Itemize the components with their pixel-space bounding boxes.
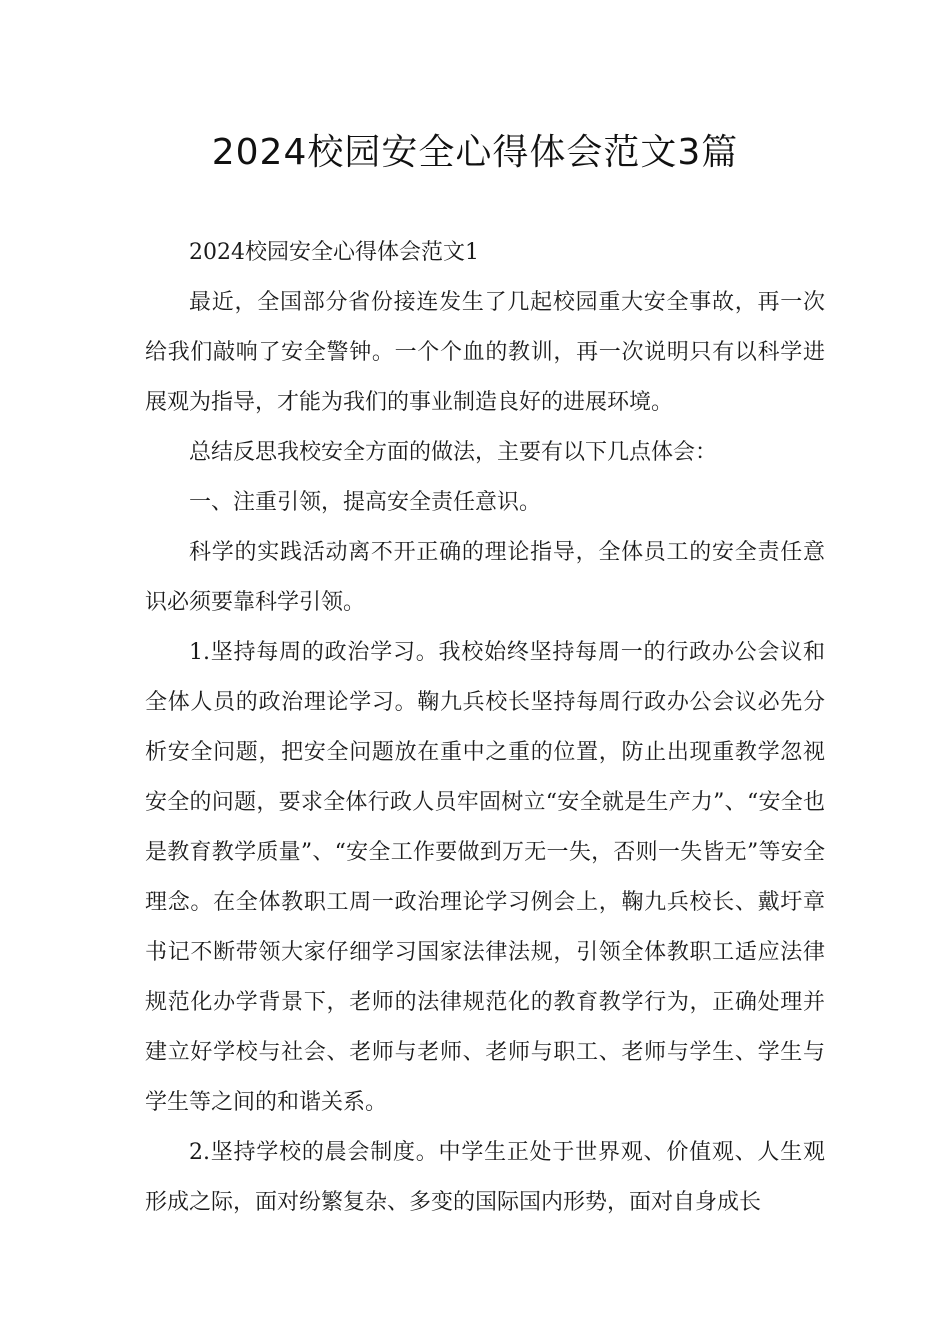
paragraph: 总结反思我校安全方面的做法，主要有以下几点体会：	[189, 440, 718, 465]
paragraph: 2.坚持学校的晨会制度。中学生正处于世界观、价值观、人生观形成之际，面对纷繁复杂、多变的国际国内形势，面对自身成长	[145, 1140, 825, 1215]
document-title: 2024校园安全心得体会范文3篇	[211, 132, 739, 173]
paragraph: 科学的实践活动离不开正确的理论指导，全体员工的安全责任意识必须要靠科学引领。	[145, 540, 825, 615]
subheading: 一、注重引领，提高安全责任意识。	[189, 490, 542, 515]
document-body	[145, 228, 825, 1228]
paragraph: 1.坚持每周的政治学习。我校始终坚持每周一的行政办公会议和全体人员的政治理论学习。鞠九兵校长坚持每周行政办公会议必先分析安全问题，把安全问题放在重中之重的位置，防止出现重教学忽视安全的问题，要求全体行政人员牢固树立“安全就是生产力”、“安全也是教育教学质量”、“安全工作要做到万无一失，否则一失皆无”等安全理念。在全体教职工周一政治理论学习例会上，鞠九兵校长、戴圩章书记不断带领大家仔细学习国家法律法规，引领全体教职工适应法律规范化办学背景下，老师的法律规范化的教育教学行为，正确处理并建立好学校与社会、老师与老师、老师与职工、老师与学生、学生与学生等之间的和谐关系。	[145, 640, 825, 1115]
paragraph: 最近，全国部分省份接连发生了几起校园重大安全事故，再一次给我们敲响了安全警钟。一个个血的教训，再一次说明只有以科学进展观为指导，才能为我们的事业制造良好的进展环境。	[145, 290, 825, 415]
section-heading: 2024校园安全心得体会范文1	[189, 240, 479, 265]
